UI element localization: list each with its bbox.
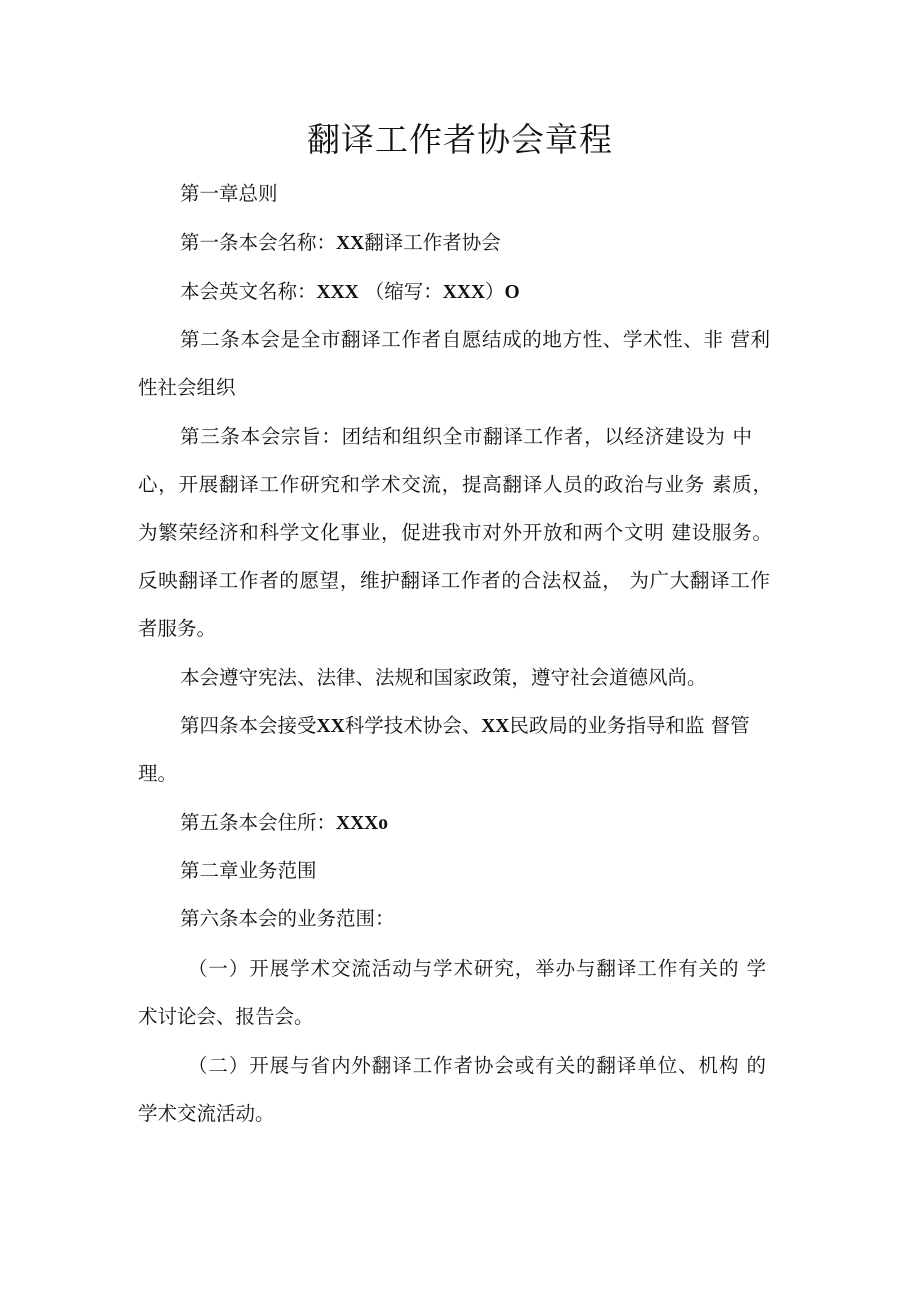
english-name-close: ） (485, 280, 505, 303)
article-3-line-1: 第三条本会宗旨：团结和组织全市翻译工作者，以经济建设为 中 (180, 425, 752, 448)
article-5 (180, 809, 388, 838)
compliance-paragraph: 本会遵守宪法、法律、法规和国家政策，遵守社会道德风尚。 (180, 666, 707, 689)
scope-item-1-line-2: 术讨论会、报告会。 (138, 1005, 314, 1028)
article-4-placeholder-1: XX (316, 716, 345, 737)
scope-item-2-line-2: 学术交流活动。 (138, 1102, 275, 1125)
article-4-line-2: 理。 (138, 762, 178, 785)
document-title: 翻译工作者协会章程 (307, 120, 613, 159)
article-3-line-5: 者服务。 (138, 617, 217, 640)
article-2-line-1: 第二条本会是全市翻译工作者自愿结成的地方性、学术性、非 营利 (180, 328, 770, 351)
english-name-tail: O (504, 282, 520, 303)
article-6: 第六条本会的业务范围： (180, 907, 395, 930)
article-1 (180, 229, 501, 258)
article-4-placeholder-2: XX (481, 716, 510, 737)
english-name-value: XXX (316, 282, 359, 303)
english-name-abbr-label: （缩写： (364, 280, 443, 303)
article-4-label: 第四条本会接受 (180, 714, 317, 737)
article-4-text-2: 民政局的业务指导和监 督管 (509, 714, 750, 737)
article-3-line-4: 反映翻译工作者的愿望，维护翻译工作者的合法权益， 为广大翻译工作 (138, 569, 770, 592)
article-1-label: 第一条本会名称： (180, 231, 337, 254)
article-1-placeholder: XX (336, 233, 365, 254)
english-name (180, 278, 520, 307)
chapter-2-heading: 第二章业务范围 (180, 859, 317, 882)
scope-item-2-line-1: （二）开展与省内外翻译工作者协会或有关的翻译单位、机构 的 (188, 1054, 766, 1077)
scope-item-1-line-1: （一）开展学术交流活动与学术研究，举办与翻译工作有关的 学 (188, 957, 766, 980)
chapter-1-heading: 第一章总则 (180, 182, 278, 205)
article-3-line-2: 心，开展翻译工作研究和学术交流，提高翻译人员的政治与业务 素质， (138, 473, 772, 496)
article-4-line-1 (180, 712, 770, 741)
article-4-text-1: 科学技术协会、 (344, 714, 482, 737)
article-2-line-2: 性社会组织 (138, 376, 236, 399)
article-5-label: 第五条本会住所： (180, 811, 337, 834)
english-name-label: 本会英文名称： (180, 280, 317, 303)
article-3-line-3: 为繁荣经济和科学文化事业，促进我市对外开放和两个文明 建设服务。 (138, 521, 772, 544)
article-5-address: XXXo (336, 813, 389, 834)
article-1-rest: 翻译工作者协会 (364, 231, 501, 254)
english-name-abbr: XXX (442, 282, 486, 303)
